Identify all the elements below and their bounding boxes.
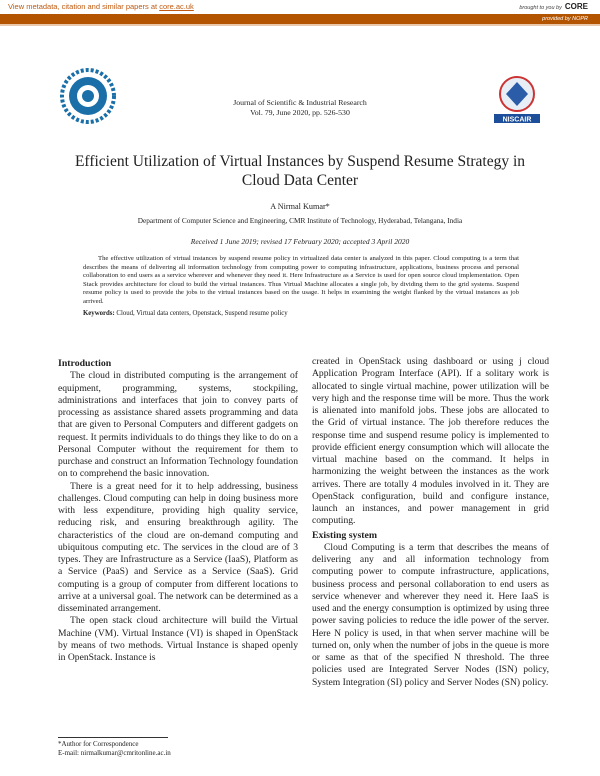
provider-bar (0, 14, 600, 26)
received-dates: Received 1 June 2019; revised 17 February 2020; accepted 3 April 2020 (190, 237, 410, 246)
core-link[interactable]: core.ac.uk (159, 2, 194, 11)
journal-volume: Vol. 79, June 2020, pp. 526-530 (250, 108, 350, 117)
journal-header (190, 98, 410, 118)
author-email: E-mail: nirmalkumar@cmritonline.ac.in (58, 749, 171, 757)
section-heading-introduction: Introduction (58, 358, 112, 369)
core-banner (0, 0, 600, 14)
keywords: Keywords: Cloud, Virtual data centers, Openstack, Suspend resume policy (83, 310, 288, 317)
author: A Nirmal Kumar* (270, 202, 330, 211)
niscair-logo-icon (488, 74, 546, 126)
section-heading-existing-system: Existing system (312, 529, 378, 541)
core-badge[interactable]: brought to you by CORE (519, 2, 588, 11)
svg-text:NISCAIR: NISCAIR (502, 116, 532, 124)
paragraph: The open stack cloud architecture will build the Virtual Machine (VM). Virtual Instance (VI) is shaped in OpenStack by means of two methods. Virtual Instance is shaped openly in OpenStack. Instance is (58, 615, 298, 663)
provider-text: provided by NOPR (542, 16, 588, 22)
metadata-link-text: View metadata, citation and similar papers at core.ac.uk (8, 2, 194, 11)
paper-title: Efficient Utilization of Virtual Instances by Suspend Resume Strategy in Cloud Data Center (74, 153, 526, 189)
affiliation: Department of Computer Science and Engineering, CMR Institute of Technology, Hyderabad, Telangana, India (137, 216, 463, 225)
footnote-divider (58, 737, 168, 738)
right-column (312, 356, 549, 689)
abstract: The effective utilization of virtual instances by suspend resume policy in virtualized data center is analyzed in this paper. Cloud computing is a term that describes the means of delivering all information technology from computing power to computing infrastructure, applications, business process and personal collaboration to end users as a service wherever and whenever they need it. Here Infrastructure as a Service is used for open source cloud implementation. Open Stack provides architecture for cloud to build the virtual instances. Thus Virtual Machine allocates a single job, by dividing them to the grid systems. Suspend resume policy is used to provide the jobs to the virtual instances based on the usage. It helps in examining the weight flanked by the virtual instances as job arrived. (83, 255, 519, 305)
paragraph: created in OpenStack using dashboard or using j cloud Application Program Interface (API). If a solitary work is allocated to single virtual machine, power utilization will be very high and the response time will be more. Thus the work is alienated into manifold jobs. These jobs are allocated to the Grid of virtual instance. The job therefore reduces the response time and suspend resume policy is implemented to provide efficient energy consumption which will allocate the virtual machine based on the command. It helps in harmonizing the weight between the instances as the work arrives. There are totally 4 modules involved in it. They are OpenStack configuration, build and configure instance, launch an instances, and power management in grid computing. (312, 356, 549, 527)
footnote: *Author for Correspondence E-mail: nirmalkumar@cmritonline.ac.in (58, 740, 171, 757)
paragraph: Cloud Computing is a term that describes the means of delivering any and all information technology from computing power to compute infrastructure, applications, business process and personal collaboration to end users as service whenever and wherever they need it. Here IaaS is used and the energy consumption is optimized by using three power saving policies to reduce the idle power of the server. Here N policy is used, in that when server machine will be turned on, only when the number of jobs in the queue is more or same as that of the specified N threshold. The three policies used are Integrated Server Nodes (ISN) policy, System Integration (SI) policy and Server Nodes (SN) policy. (312, 541, 549, 688)
paragraph: There is a great need for it to help addressing, business challenges. Cloud computing can help in doing business more with less expenditure, providing high quality service, reducing risk, and ensuring breakthrough agility. The characteristics of the cloud are on-demand computing and ubiquitous computing etc. The services in the cloud are of 3 types. They are Infrastructure as a Service (IaaS), Platform as a Service (PaaS) and Service as a Service (SaaS). Grid computing is a group of computer from different locations to arrive at a universal goal. The network can be determined as a disseminated arrangement. (58, 480, 298, 614)
left-column (58, 358, 298, 664)
csir-logo-icon (60, 68, 116, 124)
journal-name: Journal of Scientific & Industrial Research (233, 98, 367, 107)
paragraph: The cloud in distributed computing is the arrangement of equipment, programming, systems, stockpiling, administrations and interfaces that join to convey parts of processing as assistance shared assets programming and data that are given to Personal Computers and different gadgets on request. It permits individuals to do things they like to do on a Personal Computer without the requirement for them to purchase and construct an Information Technology foundation on to comprehend the basic innovation. (58, 370, 298, 480)
